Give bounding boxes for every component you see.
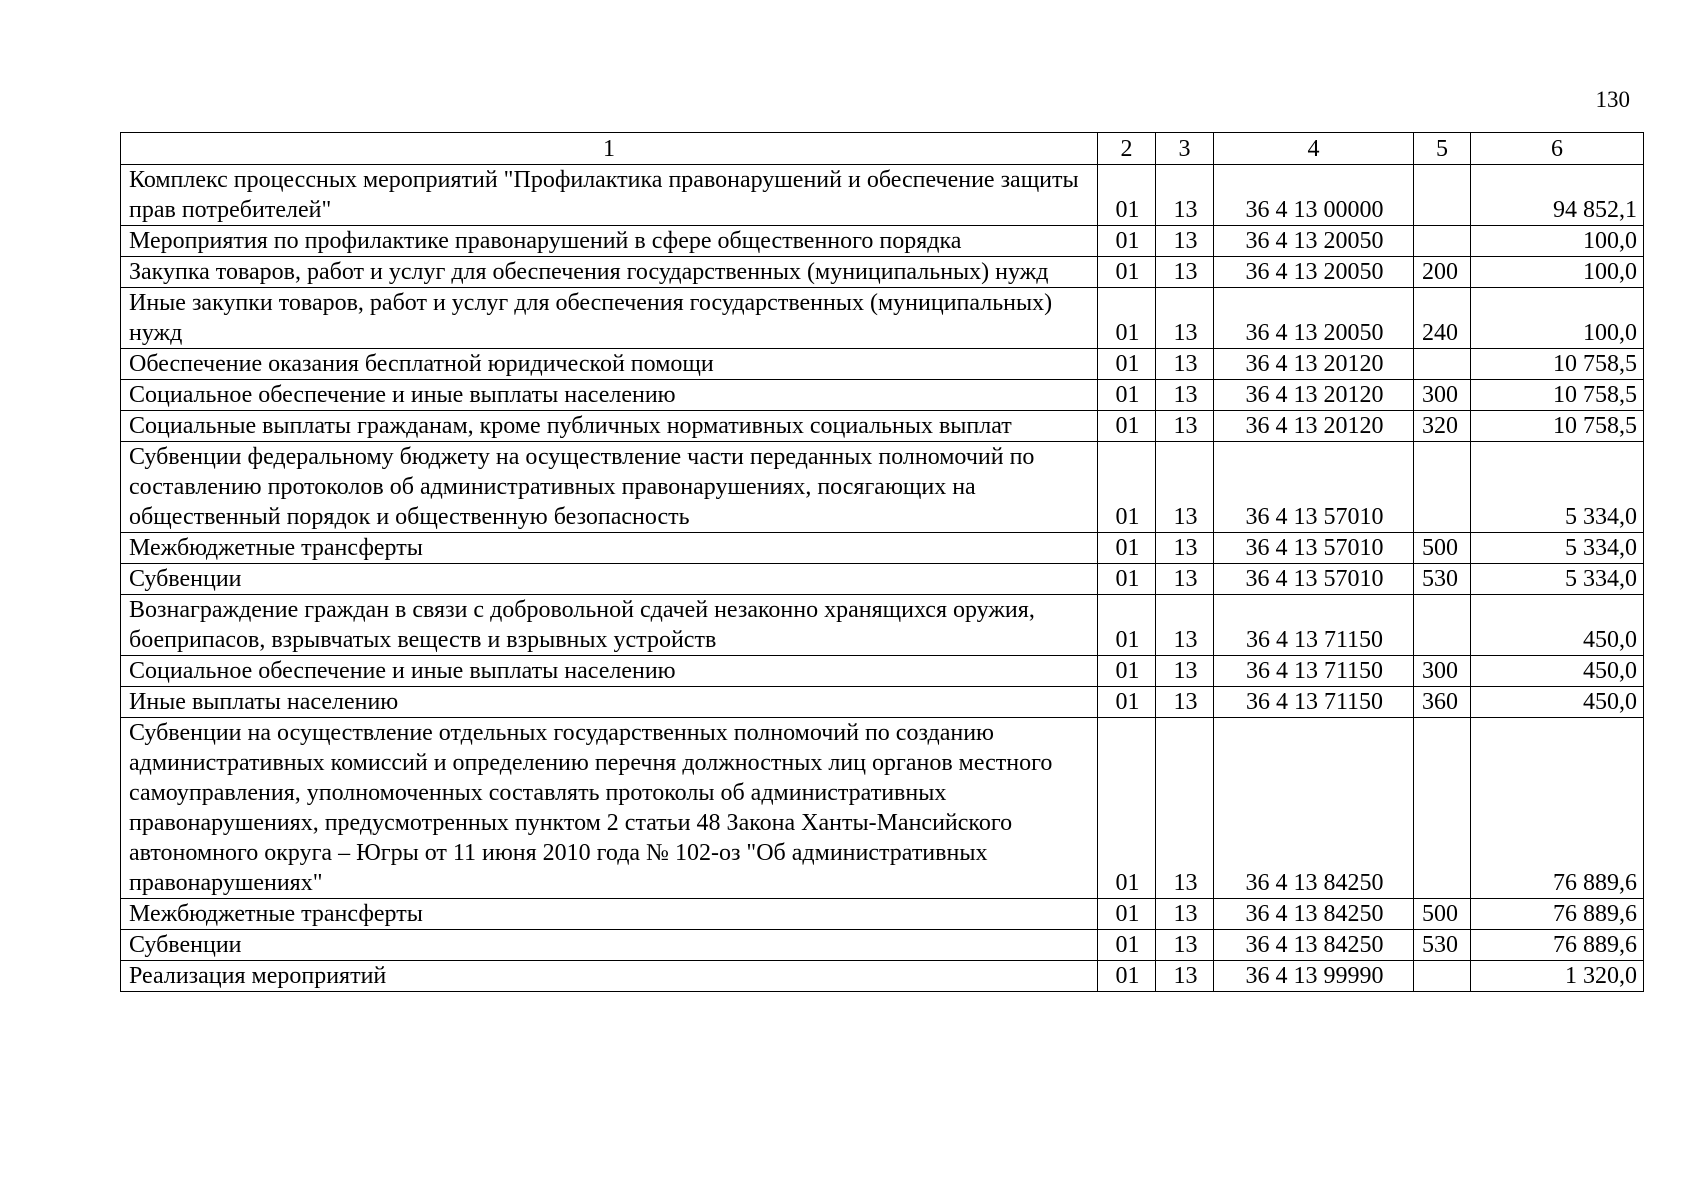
row-name-cell: Обеспечение оказания бесплатной юридической помощи — [121, 349, 1098, 380]
row-target-article-cell: 36 4 13 71150 — [1214, 595, 1414, 656]
row-expense-type-cell — [1414, 595, 1471, 656]
row-subsection-cell: 13 — [1156, 442, 1214, 533]
row-amount-cell: 94 852,1 — [1471, 165, 1644, 226]
table-row — [121, 533, 1644, 564]
row-name-cell: Социальное обеспечение и иные выплаты населению — [121, 656, 1098, 687]
page-number: 130 — [1595, 87, 1630, 112]
row-target-article-cell: 36 4 13 99990 — [1214, 961, 1414, 992]
row-name-cell: Мероприятия по профилактике правонарушений в сфере общественного порядка — [121, 226, 1098, 257]
row-section-cell: 01 — [1098, 165, 1156, 226]
row-section-cell: 01 — [1098, 595, 1156, 656]
row-section-cell: 01 — [1098, 899, 1156, 930]
col-header-sum: 6 — [1471, 133, 1644, 165]
row-section-cell: 01 — [1098, 533, 1156, 564]
table-row — [121, 595, 1644, 656]
table-row — [121, 656, 1644, 687]
row-amount-cell: 450,0 — [1471, 595, 1644, 656]
row-target-article-cell: 36 4 13 20050 — [1214, 226, 1414, 257]
row-expense-type-cell — [1414, 226, 1471, 257]
row-amount-cell: 100,0 — [1471, 257, 1644, 288]
col-header-pr: 3 — [1156, 133, 1214, 165]
row-name-cell: Реализация мероприятий — [121, 961, 1098, 992]
table-row — [121, 442, 1644, 533]
row-section-cell: 01 — [1098, 687, 1156, 718]
row-name-cell: Межбюджетные трансферты — [121, 899, 1098, 930]
row-amount-cell: 450,0 — [1471, 656, 1644, 687]
row-name-cell: Субвенции — [121, 564, 1098, 595]
table-row — [121, 930, 1644, 961]
row-target-article-cell: 36 4 13 57010 — [1214, 442, 1414, 533]
row-expense-type-cell: 500 — [1414, 533, 1471, 564]
row-subsection-cell: 13 — [1156, 718, 1214, 899]
row-section-cell: 01 — [1098, 380, 1156, 411]
row-subsection-cell: 13 — [1156, 257, 1214, 288]
row-name-cell: Вознаграждение граждан в связи с добровольной сдачей незаконно хранящихся оружия, боеприпасов, взрывчатых веществ и взрывных устройств — [121, 595, 1098, 656]
row-name-cell: Субвенции — [121, 930, 1098, 961]
row-amount-cell: 10 758,5 — [1471, 411, 1644, 442]
row-section-cell: 01 — [1098, 442, 1156, 533]
row-expense-type-cell — [1414, 349, 1471, 380]
row-expense-type-cell: 300 — [1414, 380, 1471, 411]
row-target-article-cell: 36 4 13 71150 — [1214, 656, 1414, 687]
row-amount-cell: 76 889,6 — [1471, 899, 1644, 930]
row-amount-cell: 10 758,5 — [1471, 349, 1644, 380]
table-row — [121, 380, 1644, 411]
row-section-cell: 01 — [1098, 288, 1156, 349]
row-amount-cell: 450,0 — [1471, 687, 1644, 718]
row-target-article-cell: 36 4 13 20120 — [1214, 349, 1414, 380]
row-section-cell: 01 — [1098, 564, 1156, 595]
table-row — [121, 687, 1644, 718]
row-subsection-cell: 13 — [1156, 899, 1214, 930]
row-section-cell: 01 — [1098, 656, 1156, 687]
row-name-cell: Комплекс процессных мероприятий "Профилактика правонарушений и обеспечение защиты прав потребителей" — [121, 165, 1098, 226]
row-name-cell: Иные выплаты населению — [121, 687, 1098, 718]
row-expense-type-cell — [1414, 718, 1471, 899]
row-target-article-cell: 36 4 13 57010 — [1214, 533, 1414, 564]
table-row — [121, 165, 1644, 226]
table-row — [121, 226, 1644, 257]
row-section-cell: 01 — [1098, 718, 1156, 899]
row-name-cell: Социальные выплаты гражданам, кроме публичных нормативных социальных выплат — [121, 411, 1098, 442]
row-amount-cell: 5 334,0 — [1471, 442, 1644, 533]
row-amount-cell: 10 758,5 — [1471, 380, 1644, 411]
row-expense-type-cell: 200 — [1414, 257, 1471, 288]
row-target-article-cell: 36 4 13 20120 — [1214, 380, 1414, 411]
row-expense-type-cell: 320 — [1414, 411, 1471, 442]
row-amount-cell: 1 320,0 — [1471, 961, 1644, 992]
row-target-article-cell: 36 4 13 20050 — [1214, 257, 1414, 288]
row-expense-type-cell: 300 — [1414, 656, 1471, 687]
table-body — [121, 165, 1644, 992]
table-row — [121, 349, 1644, 380]
row-section-cell: 01 — [1098, 930, 1156, 961]
row-name-cell: Межбюджетные трансферты — [121, 533, 1098, 564]
col-header-name: 1 — [121, 133, 1098, 165]
row-subsection-cell: 13 — [1156, 595, 1214, 656]
row-subsection-cell: 13 — [1156, 533, 1214, 564]
row-expense-type-cell — [1414, 165, 1471, 226]
budget-table — [120, 132, 1644, 992]
row-subsection-cell: 13 — [1156, 564, 1214, 595]
row-expense-type-cell: 240 — [1414, 288, 1471, 349]
row-subsection-cell: 13 — [1156, 930, 1214, 961]
row-amount-cell: 5 334,0 — [1471, 564, 1644, 595]
row-expense-type-cell: 530 — [1414, 930, 1471, 961]
row-subsection-cell: 13 — [1156, 380, 1214, 411]
row-section-cell: 01 — [1098, 961, 1156, 992]
row-target-article-cell: 36 4 13 00000 — [1214, 165, 1414, 226]
col-header-csr: 4 — [1214, 133, 1414, 165]
row-amount-cell: 100,0 — [1471, 226, 1644, 257]
row-expense-type-cell: 530 — [1414, 564, 1471, 595]
row-expense-type-cell: 500 — [1414, 899, 1471, 930]
row-subsection-cell: 13 — [1156, 288, 1214, 349]
row-target-article-cell: 36 4 13 20120 — [1214, 411, 1414, 442]
header-row — [121, 133, 1644, 165]
row-amount-cell: 100,0 — [1471, 288, 1644, 349]
row-subsection-cell: 13 — [1156, 656, 1214, 687]
row-section-cell: 01 — [1098, 349, 1156, 380]
row-expense-type-cell — [1414, 442, 1471, 533]
row-target-article-cell: 36 4 13 57010 — [1214, 564, 1414, 595]
table-row — [121, 718, 1644, 899]
row-target-article-cell: 36 4 13 71150 — [1214, 687, 1414, 718]
row-target-article-cell: 36 4 13 84250 — [1214, 930, 1414, 961]
col-header-vr: 5 — [1414, 133, 1471, 165]
row-subsection-cell: 13 — [1156, 349, 1214, 380]
row-section-cell: 01 — [1098, 411, 1156, 442]
row-section-cell: 01 — [1098, 226, 1156, 257]
row-subsection-cell: 13 — [1156, 226, 1214, 257]
row-subsection-cell: 13 — [1156, 687, 1214, 718]
row-name-cell: Социальное обеспечение и иные выплаты населению — [121, 380, 1098, 411]
row-amount-cell: 5 334,0 — [1471, 533, 1644, 564]
row-expense-type-cell: 360 — [1414, 687, 1471, 718]
table-row — [121, 411, 1644, 442]
table-row — [121, 288, 1644, 349]
row-expense-type-cell — [1414, 961, 1471, 992]
table-row — [121, 257, 1644, 288]
row-name-cell: Иные закупки товаров, работ и услуг для обеспечения государственных (муниципальных) нужд — [121, 288, 1098, 349]
row-target-article-cell: 36 4 13 84250 — [1214, 718, 1414, 899]
row-subsection-cell: 13 — [1156, 961, 1214, 992]
row-amount-cell: 76 889,6 — [1471, 718, 1644, 899]
row-amount-cell: 76 889,6 — [1471, 930, 1644, 961]
table-row — [121, 564, 1644, 595]
col-header-rz: 2 — [1098, 133, 1156, 165]
row-name-cell: Закупка товаров, работ и услуг для обеспечения государственных (муниципальных) нужд — [121, 257, 1098, 288]
row-subsection-cell: 13 — [1156, 411, 1214, 442]
row-subsection-cell: 13 — [1156, 165, 1214, 226]
table-row — [121, 961, 1644, 992]
table-row — [121, 899, 1644, 930]
row-name-cell: Субвенции федеральному бюджету на осуществление части переданных полномочий по составлению протоколов об административных правонарушениях, посягающих на общественный порядок и общественную безопасность — [121, 442, 1098, 533]
row-section-cell: 01 — [1098, 257, 1156, 288]
row-target-article-cell: 36 4 13 84250 — [1214, 899, 1414, 930]
row-target-article-cell: 36 4 13 20050 — [1214, 288, 1414, 349]
row-name-cell: Субвенции на осуществление отдельных государственных полномочий по созданию административных комиссий и определению перечня должностных лиц органов местного самоуправления, уполномоченных составлять протоколы об административных правонарушениях, предусмотренных пунктом 2 статьи 48 Закона Ханты-Мансийского автономного округа – Югры от 11 июня 2010 года № 102-оз "Об административных правонарушениях" — [121, 718, 1098, 899]
